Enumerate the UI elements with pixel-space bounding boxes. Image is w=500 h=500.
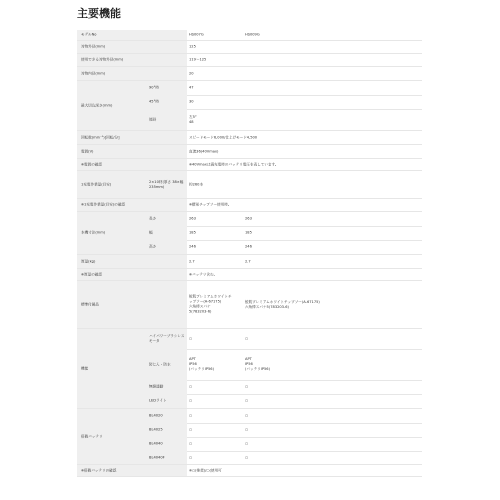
row-value: 263 — [189, 216, 196, 221]
row-value: ※糖前チップソー使用時。 — [189, 202, 232, 207]
row-label: 回転数(min⁻¹)[回転/分] — [81, 134, 120, 139]
row-value: ○ — [189, 413, 193, 418]
sub-label: BL4040F — [149, 454, 165, 459]
row-label: 本機寸法(mm) — [81, 230, 106, 235]
group-dimensions — [77, 212, 422, 255]
table-row-work-amount — [77, 171, 422, 199]
row-value: 左5° 48 — [189, 114, 197, 124]
row-value: ※40Vmaxは満充電時のバッテリ電圧を表しています。 — [189, 161, 279, 166]
model-2: HS009G — [245, 32, 260, 37]
table-row-weight — [77, 255, 422, 269]
sub-label: 幅 — [149, 230, 153, 235]
table-row-sub — [77, 380, 422, 394]
row-label: 対物外径(mm) — [81, 44, 106, 49]
table-row-sub — [77, 212, 422, 226]
row-value: 246 — [189, 244, 196, 249]
row-value: 125 — [189, 44, 196, 49]
row-value: ○ — [189, 398, 193, 403]
row-value: 鮫肌プレミアムホワイトチップソー(A-67175) 六角棒スパナ 5(783203-6) — [189, 294, 232, 314]
table-row-sub — [77, 451, 422, 465]
group-batteries — [77, 409, 422, 465]
sub-label: BL4025 — [149, 427, 163, 432]
section-title: 主要機能 — [77, 7, 121, 20]
row-value-2: ○ — [245, 398, 249, 403]
row-label: モデルNo — [81, 32, 97, 37]
table-row-sub — [77, 81, 422, 95]
row-value: 30 — [189, 99, 194, 104]
row-value-2: ○ — [245, 454, 249, 459]
row-label: 1充電作業量(目安) — [81, 181, 112, 186]
sub-label: BL4020 — [149, 413, 163, 418]
table-row-accessories — [77, 281, 422, 329]
table-row-sub — [77, 240, 422, 255]
row-value: 47 — [189, 85, 194, 90]
row-value: 約260本 — [189, 181, 204, 186]
row-value-2: ○ — [245, 441, 249, 446]
row-label: 機能 — [81, 366, 89, 370]
row-label: ※質量の確認 — [81, 271, 102, 276]
table-row-bore — [77, 67, 422, 81]
sub-label: 高さ — [149, 244, 157, 249]
table-row-sub — [77, 349, 422, 380]
row-label: 標準付属品 — [81, 301, 99, 306]
table-row-note-work — [77, 199, 422, 212]
sub-label: ハイパワーブラシレスモータ — [149, 333, 185, 343]
row-value: 20 — [189, 70, 194, 75]
sub-label: LEDライト — [149, 398, 167, 403]
row-value: 直流36(40Vmax) — [189, 148, 219, 153]
row-value: ○ — [189, 336, 193, 341]
table-row-sub — [77, 95, 422, 109]
row-value: APT IP56 (バッテリIP56) — [189, 356, 214, 372]
row-value: スピードモード6,000/仕上げモード4,500 — [189, 134, 258, 139]
row-value: 185 — [189, 230, 196, 235]
table-row-sub — [77, 423, 422, 437]
row-value-2: 鮫肌プレミアムホワイトチップソー(A-67175) 六角棒スパナ5(783203-6) — [245, 299, 320, 309]
row-label: 電源(V) — [81, 148, 94, 153]
table-row-sub — [77, 437, 422, 451]
row-value-2: 263 — [245, 216, 252, 221]
sub-label: 防じん・防水 — [149, 361, 171, 366]
row-label: 最大切込深さ(mm) — [81, 103, 113, 107]
row-label: ※電源の確認 — [81, 161, 102, 166]
model-1: HS007G — [189, 32, 204, 37]
table-row-sub — [77, 409, 422, 423]
row-value: ○ — [189, 427, 193, 432]
table-row-sub — [77, 226, 422, 240]
sub-label: 2×10材(厚さ 38×幅 235mm) — [149, 179, 184, 189]
row-value-2: ○ — [245, 384, 249, 389]
table-row-sub — [77, 394, 422, 409]
row-label: 搭載バッテリ — [81, 434, 103, 438]
sub-label: 傾斜 — [149, 116, 157, 121]
row-value: 2.7 — [189, 258, 195, 263]
row-value-2: ○ — [245, 413, 249, 418]
row-value-2: APT IP56 (バッテリIP56) — [245, 356, 270, 372]
row-label: 使用できる対物外径(mm) — [81, 57, 124, 62]
row-label: ※1充電作業量(目安)の確認 — [81, 202, 126, 207]
table-row-usable-dia — [77, 54, 422, 67]
row-value-2: 246 — [245, 244, 252, 249]
table-row-sub — [77, 329, 422, 349]
sub-label: 90°時 — [149, 85, 159, 90]
spec-table — [77, 30, 422, 477]
row-label: 質量(kg) — [81, 258, 96, 263]
group-max-cut — [77, 81, 422, 131]
row-value: ○ — [189, 454, 193, 459]
table-row-note-battery — [77, 465, 422, 477]
row-label: 対物内径(mm) — [81, 70, 106, 75]
row-value: ○ — [189, 384, 193, 389]
table-row-blade-dia — [77, 41, 422, 54]
row-label: ※搭載バッテリの確認 — [81, 467, 117, 472]
row-value: 119～125 — [189, 57, 207, 62]
row-value-2: 185 — [245, 230, 252, 235]
table-row-note-voltage — [77, 159, 422, 171]
row-value: ※○(推奨)/○(使用可 — [189, 467, 222, 472]
sub-label: BL4040 — [149, 441, 163, 446]
sub-label: 無線連動 — [149, 384, 164, 389]
table-row-note-weight — [77, 269, 422, 281]
table-row-model — [77, 30, 422, 41]
group-features — [77, 329, 422, 409]
sub-label: 45°時 — [149, 99, 159, 104]
sub-label: 長さ — [149, 216, 157, 221]
table-row-voltage — [77, 145, 422, 159]
row-value: ○ — [189, 441, 193, 446]
table-row-sub — [77, 109, 422, 131]
row-value-2: ○ — [245, 427, 249, 432]
row-value-2: 2.7 — [245, 258, 251, 263]
row-value: ※バッテリ含む。 — [189, 271, 218, 276]
table-row-rpm — [77, 131, 422, 145]
row-value-2: ○ — [245, 336, 249, 341]
